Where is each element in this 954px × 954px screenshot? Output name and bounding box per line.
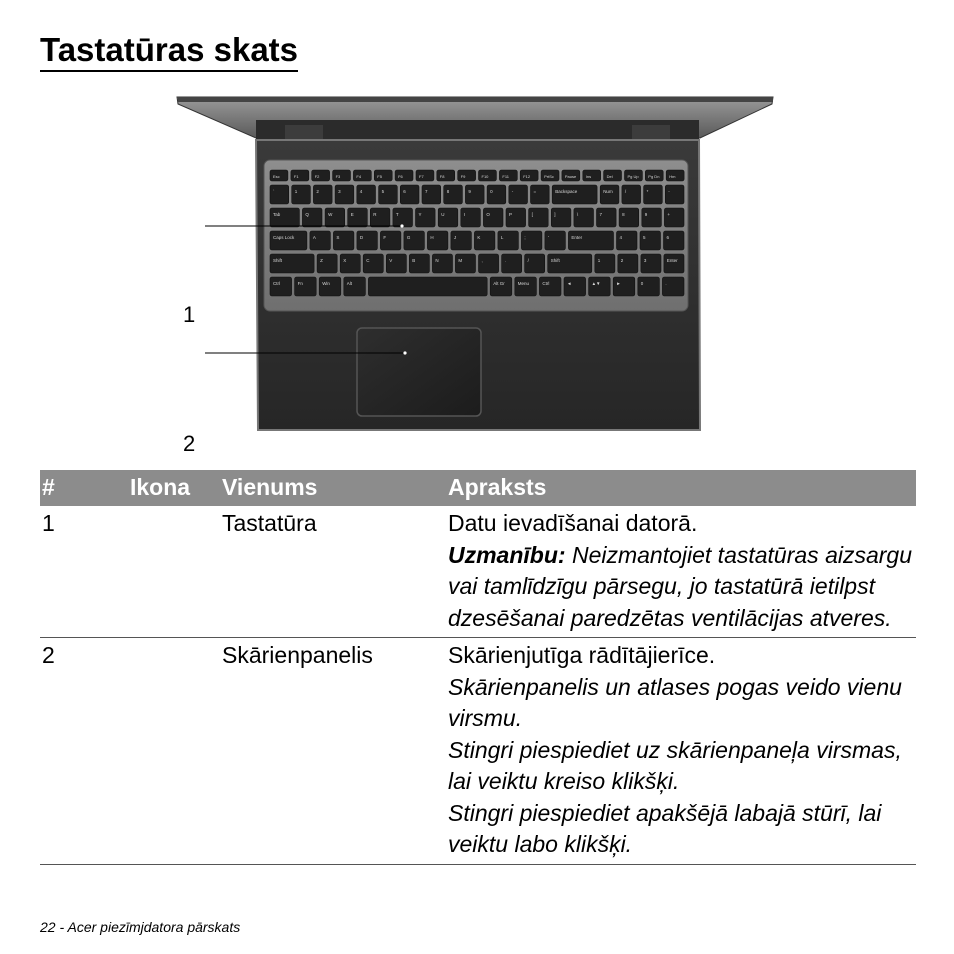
key-label: 8 [622, 212, 625, 217]
description-note: Stingri piespiediet uz skārienpaneļa virsmas, lai veiktu kreiso klikšķi. [448, 736, 902, 794]
hinge-right [632, 125, 670, 141]
key [502, 254, 522, 273]
key-label: Enter [571, 235, 583, 240]
key [400, 185, 419, 204]
page-footer: 22 - Acer piezīmjdatora pārskats [40, 919, 241, 935]
key [568, 231, 613, 250]
key-label: ; [524, 235, 526, 240]
key [525, 254, 545, 273]
key-label: Ctrl [542, 281, 550, 286]
header-number: # [40, 470, 128, 506]
key-label: Pg Dn [648, 174, 660, 179]
key-label: F3 [335, 174, 341, 179]
key-label: 9 [468, 189, 471, 194]
row-description [446, 638, 916, 865]
key-label: 5 [643, 235, 646, 240]
key-label: 1 [294, 189, 298, 194]
key-label: D [359, 235, 364, 240]
touchpad [357, 328, 481, 416]
key-label: L [500, 235, 504, 240]
key [622, 185, 641, 204]
key [644, 185, 663, 204]
key [641, 254, 661, 273]
key-label: 5 [381, 189, 385, 194]
key [638, 277, 660, 296]
key [455, 254, 475, 273]
key [438, 208, 458, 227]
header-icon: Ikona [128, 470, 220, 506]
callout-label-2: 2 [183, 431, 196, 456]
description-main: Skārienjutīga rādītājierīce. [448, 642, 716, 668]
key [551, 208, 571, 227]
key-label: ' [547, 235, 549, 240]
key-label: M [458, 258, 463, 263]
key-label: F11 [502, 174, 510, 179]
key [292, 185, 311, 204]
key-label: 2 [620, 258, 624, 263]
key [548, 254, 592, 273]
lid-edge [178, 97, 773, 102]
key-label: , [481, 258, 483, 263]
row-item: Skārienpanelis [220, 638, 446, 865]
key-label: T [395, 212, 399, 217]
key-label: Ctrl [273, 281, 280, 286]
key-label: . [504, 258, 506, 263]
key-label: X [343, 258, 347, 263]
key-label: ` [273, 189, 275, 194]
key [302, 208, 322, 227]
key-label: Q [305, 212, 309, 217]
key [665, 185, 684, 204]
key [589, 277, 611, 296]
key [539, 277, 561, 296]
key [335, 185, 354, 204]
key-label: Pause [564, 174, 577, 179]
key-label: Shift [273, 258, 283, 263]
key [432, 254, 452, 273]
key [313, 185, 332, 204]
key [506, 208, 526, 227]
component-table [40, 470, 916, 865]
key [270, 277, 292, 296]
key-label: F9 [460, 174, 466, 179]
key [368, 277, 487, 296]
key [404, 231, 425, 250]
key-label: . [665, 281, 667, 286]
key-label: - [511, 189, 514, 194]
key-label: F [383, 235, 387, 240]
key [664, 231, 685, 250]
key [595, 254, 615, 273]
row-number: 2 [40, 638, 128, 865]
key-label: F5 [377, 174, 382, 179]
key [380, 231, 401, 250]
key-label: * [646, 189, 649, 194]
key [363, 254, 383, 273]
key [444, 185, 463, 204]
row-number: 1 [40, 506, 128, 638]
key-label: 4 [359, 189, 363, 194]
key [521, 231, 542, 250]
key-label: H [430, 235, 434, 240]
key-label: N [435, 258, 439, 263]
description-main: Datu ievadīšanai datorā. [448, 510, 698, 536]
key [451, 231, 472, 250]
key [348, 208, 368, 227]
key-label: U [441, 212, 445, 217]
key-label: Enter [666, 258, 678, 263]
key-label: O [486, 212, 490, 217]
key-label: F4 [356, 174, 362, 179]
key [490, 277, 512, 296]
key [465, 185, 484, 204]
key [545, 231, 566, 250]
key-label: C [366, 258, 370, 263]
key-label: ▲▼ [591, 281, 601, 286]
key-label: 9 [644, 212, 648, 217]
description-note: Skārienpanelis un atlases pogas veido vienu virsmu. [448, 673, 902, 731]
table-header-row [40, 470, 916, 506]
key-label: 3 [643, 258, 647, 263]
key [664, 254, 684, 273]
row-item: Tastatūra [220, 506, 446, 638]
key-label: - [668, 189, 670, 194]
callout-dot-1 [400, 224, 403, 227]
key-label: Menu [517, 281, 530, 286]
key-label: V [389, 258, 393, 263]
key-label: ] [554, 212, 556, 217]
key [270, 185, 289, 204]
key-label: 0 [640, 281, 644, 286]
key-label: / [624, 189, 627, 194]
key-label: PrtSc [544, 174, 554, 179]
key [409, 254, 429, 273]
key-label: ◄ [567, 281, 572, 286]
key-label: Alt [346, 281, 353, 286]
table-row [40, 638, 916, 865]
key [416, 208, 436, 227]
key-label: F7 [419, 174, 424, 179]
key-label: J [453, 235, 457, 240]
key-label: Shift [550, 258, 560, 263]
key-label: \ [576, 212, 579, 217]
key-label: 8 [446, 189, 450, 194]
key-label: F1 [293, 174, 299, 179]
key-label: 2 [316, 189, 319, 194]
key [270, 208, 299, 227]
callout-dot-2 [403, 351, 406, 354]
key [393, 208, 413, 227]
key [600, 185, 619, 204]
key [357, 185, 376, 204]
key-label: Fn [297, 281, 303, 286]
note-label: Uzmanību: [448, 541, 566, 568]
key-label: F10 [481, 174, 489, 179]
key [597, 208, 617, 227]
key [319, 277, 341, 296]
row-description [446, 506, 916, 638]
key-label: Win [322, 281, 330, 286]
key-label: / [527, 258, 529, 263]
key-label: = [533, 189, 537, 194]
key-label: 0 [490, 189, 493, 194]
key [344, 277, 366, 296]
key [618, 254, 638, 273]
key-label: [ [531, 212, 533, 217]
key [619, 208, 639, 227]
header-description: Apraksts [446, 470, 916, 506]
key [574, 208, 594, 227]
key-label: + [667, 212, 671, 217]
note-text: Neizmantojiet tastatūras aizsargu vai tamlīdzīgu pārsegu, jo tastatūrā ietilpst dzesēšanai paredzētas ventilācijas atveres. [448, 541, 912, 631]
key-label: A [312, 235, 316, 240]
key-label: 3 [338, 189, 341, 194]
key-label: F6 [398, 174, 403, 179]
key-label: F8 [439, 174, 445, 179]
key-label: Ins [585, 174, 592, 179]
key-label: G [406, 235, 411, 240]
key-label: ► [616, 281, 621, 286]
key-label: I [463, 212, 466, 217]
key-label: Hm [669, 174, 676, 179]
description-note: Stingri piespiediet apakšējā labajā stūrī, lai veiktu labo klikšķi. [448, 799, 882, 857]
key-label: 6 [666, 235, 670, 240]
key [270, 231, 307, 250]
page-title: Tastatūras skats [40, 30, 298, 72]
key [662, 277, 684, 296]
key [509, 185, 528, 204]
key [386, 254, 406, 273]
header-item: Vienums [220, 470, 446, 506]
key [529, 208, 549, 227]
callout-label-1: 1 [183, 302, 196, 327]
key [552, 185, 597, 204]
key-label: 7 [425, 189, 428, 194]
key [422, 185, 441, 204]
key-label: B [412, 258, 416, 263]
key-label: S [336, 235, 340, 240]
key [640, 231, 661, 250]
key-label: F12 [523, 174, 531, 179]
key-label: R [373, 212, 377, 217]
table-row [40, 506, 916, 638]
laptop-illustration [0, 90, 954, 440]
key-label: Esc [273, 174, 280, 179]
key [310, 231, 331, 250]
key-label: E [350, 212, 354, 217]
key [461, 208, 481, 227]
key-label: Pg Up [627, 174, 639, 179]
key-label: P [509, 212, 513, 217]
key-label: 6 [403, 189, 406, 194]
key [474, 231, 495, 250]
key-label: Tab [273, 212, 281, 217]
key-label: Alt Gr [493, 281, 505, 286]
key [483, 208, 503, 227]
key-label: 4 [619, 235, 623, 240]
key-label: Y [418, 212, 422, 217]
key [317, 254, 337, 273]
key [357, 231, 378, 250]
row-icon [128, 506, 220, 638]
key [295, 277, 317, 296]
key [427, 231, 448, 250]
key [498, 231, 519, 250]
key [370, 208, 390, 227]
laptop-keyboard-figure [0, 90, 954, 456]
hinge-left [285, 125, 323, 141]
key-label: Z [320, 258, 323, 263]
key [617, 231, 638, 250]
key [531, 185, 550, 204]
row-icon [128, 638, 220, 865]
key-label: 7 [599, 212, 603, 217]
key [340, 254, 360, 273]
key [270, 254, 314, 273]
key-label: 1 [597, 258, 601, 263]
key [515, 277, 537, 296]
key [664, 208, 684, 227]
key [564, 277, 586, 296]
key [325, 208, 345, 227]
key-label: Backspace [555, 189, 578, 194]
key-label: Num [603, 189, 613, 194]
key [642, 208, 662, 227]
key-label: F2 [314, 174, 320, 179]
key [379, 185, 398, 204]
key [613, 277, 635, 296]
key [479, 254, 499, 273]
description-note [448, 540, 916, 635]
key [333, 231, 354, 250]
key-label: Caps Lock [273, 235, 295, 240]
key-label: K [477, 235, 481, 240]
key-label: Del [606, 174, 613, 179]
key-label: W [328, 212, 333, 217]
key [487, 185, 506, 204]
